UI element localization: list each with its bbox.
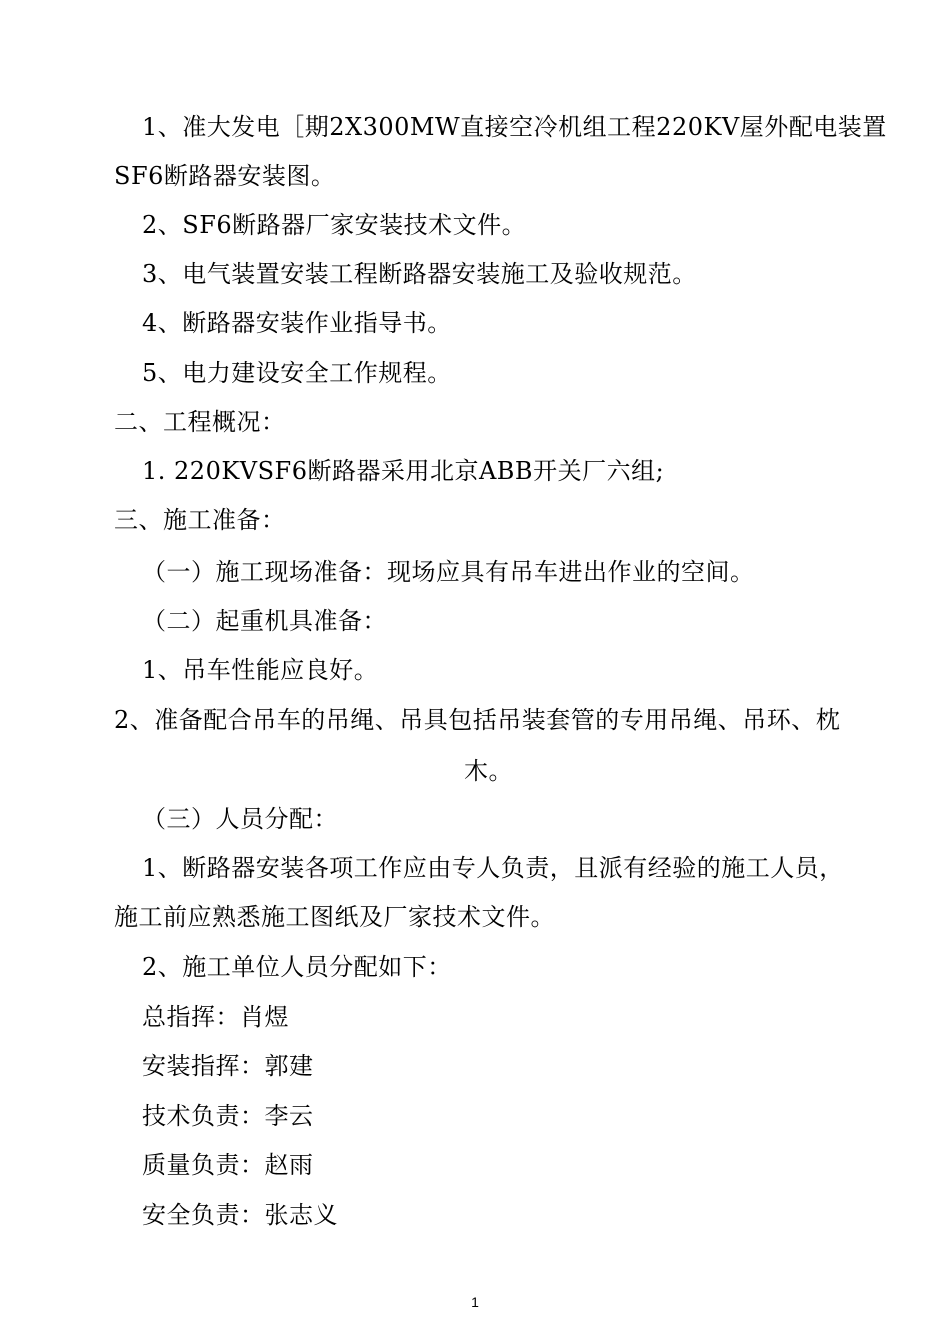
section-heading-overview: 二、工程概况： (114, 408, 286, 436)
page-number: 1 (471, 1294, 479, 1310)
lifting-item-2: 2、准备配合吊车的吊绳、吊具包括吊装套管的专用吊绳、吊环、枕 (114, 706, 841, 734)
lifting-item-1: 1、吊车性能应良好。 (142, 656, 379, 684)
personnel-quality-lead: 质量负责：赵雨 (142, 1151, 314, 1179)
personnel-technical-lead: 技术负责：李云 (142, 1102, 314, 1130)
personnel-item-1-continued: 施工前应熟悉施工图纸及厂家技术文件。 (114, 903, 555, 931)
personnel-commander: 总指挥：肖煜 (142, 1003, 289, 1031)
overview-item-1: 1. 220KVSF6断路器采用北京ABB开关厂六组; (142, 457, 665, 485)
reference-item-1-continued: SF6断路器安装图。 (114, 162, 336, 190)
personnel-installation-director: 安装指挥：郭建 (142, 1052, 314, 1080)
personnel-item-2: 2、施工单位人员分配如下： (142, 953, 452, 981)
reference-item-1: 1、准大发电［期2X300MW直接空冷机组工程220KV屋外配电装置 (142, 113, 887, 141)
reference-item-4: 4、断路器安装作业指导书。 (142, 309, 452, 337)
reference-item-2: 2、SF6断路器厂家安装技术文件。 (142, 211, 527, 239)
subsection-lifting-equipment: （二）起重机具准备： (142, 607, 387, 635)
personnel-safety-lead: 安全负责：张志义 (142, 1201, 338, 1229)
subsection-site-preparation: （一）施工现场准备：现场应具有吊车进出作业的空间。 (142, 558, 755, 586)
subsection-personnel: （三）人员分配： (142, 805, 338, 833)
section-heading-preparation: 三、施工准备： (114, 506, 286, 534)
reference-item-5: 5、电力建设安全工作规程。 (142, 359, 452, 387)
personnel-item-1: 1、断路器安装各项工作应由专人负责，且派有经验的施工人员， (142, 854, 844, 882)
reference-item-3: 3、电气装置安装工程断路器安装施工及验收规范。 (142, 260, 697, 288)
lifting-item-2-continued: 木。 (464, 757, 513, 785)
